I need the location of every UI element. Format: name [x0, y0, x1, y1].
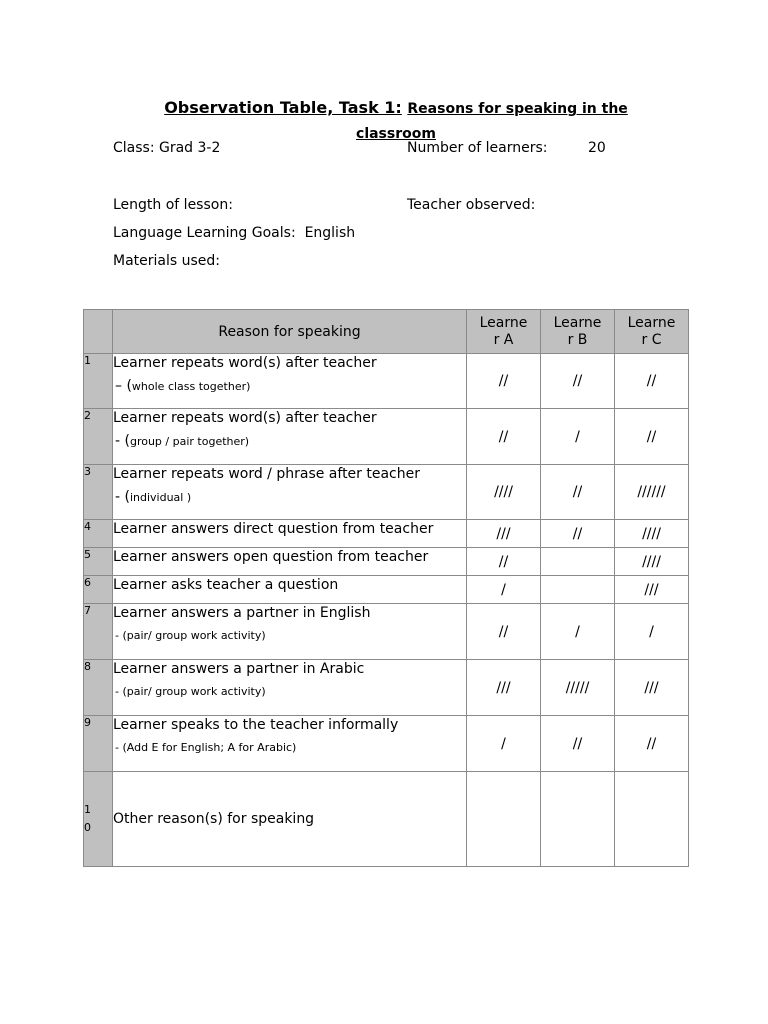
row-reason: [113, 716, 467, 772]
tally-learner-a: ////: [467, 465, 541, 520]
table-row: [84, 409, 689, 465]
observation-table: [83, 309, 689, 867]
table-row: [84, 716, 689, 772]
table-row: [84, 465, 689, 520]
row-number: 7: [84, 604, 113, 660]
table-row: [84, 772, 689, 867]
row-number: 4: [84, 520, 113, 548]
tally-learner-c: ///: [615, 576, 689, 604]
tally-learner-c: //: [615, 716, 689, 772]
row-reason: [113, 576, 467, 604]
row-number: 5: [84, 548, 113, 576]
learners-value: 20: [588, 140, 606, 156]
tally-learner-b: /: [541, 604, 615, 660]
tally-learner-b: [541, 548, 615, 576]
reason-text: Learner speaks to the teacher informally: [113, 717, 399, 733]
reason-subtext: - (pair/ group work activity): [115, 685, 266, 698]
table-row: [84, 520, 689, 548]
reason-subtext: - (pair/ group work activity): [115, 629, 266, 642]
tally-learner-c: [615, 772, 689, 867]
row-reason: [113, 409, 467, 465]
tally-learner-a: [467, 772, 541, 867]
tally-learner-c: /: [615, 604, 689, 660]
row-number: 1 0: [84, 772, 113, 867]
length-of-lesson-field: Length of lesson:: [113, 197, 233, 213]
tally-learner-b: //: [541, 354, 615, 409]
table-row: [84, 548, 689, 576]
row-reason: [113, 520, 467, 548]
teacher-observed-field: Teacher observed:: [407, 197, 536, 213]
reason-text: Learner asks teacher a question: [113, 577, 339, 593]
tally-learner-b: /: [541, 409, 615, 465]
row-reason: [113, 465, 467, 520]
row-reason: [113, 660, 467, 716]
table-row: [84, 660, 689, 716]
tally-learner-c: ///: [615, 660, 689, 716]
title-main: Observation Table, Task 1:: [164, 98, 402, 117]
document-title: [100, 96, 692, 146]
row-reason: [113, 354, 467, 409]
tally-learner-c: //: [615, 409, 689, 465]
tally-learner-a: /: [467, 716, 541, 772]
table-row: [84, 354, 689, 409]
tally-learner-a: //: [467, 548, 541, 576]
class-field: Class: Grad 3-2: [113, 140, 221, 156]
row-number: 3: [84, 465, 113, 520]
header-learner-a: Learne r A: [467, 310, 541, 354]
reason-text: Other reason(s) for speaking: [113, 811, 315, 827]
row-reason: [113, 604, 467, 660]
reason-subtext: - (group / pair together): [115, 433, 250, 449]
title-sub-line2: classroom: [356, 126, 436, 142]
tally-learner-b: [541, 576, 615, 604]
row-number: 6: [84, 576, 113, 604]
header-number-cell: [84, 310, 113, 354]
reason-text: Learner answers open question from teacher: [113, 549, 429, 565]
row-number: 8: [84, 660, 113, 716]
reason-subtext: – (whole class together): [115, 378, 251, 394]
table-row: [84, 604, 689, 660]
row-number: 2: [84, 409, 113, 465]
row-number: 1: [84, 354, 113, 409]
tally-learner-a: //: [467, 354, 541, 409]
tally-learner-b: //: [541, 716, 615, 772]
learners-label: Number of learners:: [407, 140, 548, 156]
materials-used-field: Materials used:: [113, 253, 221, 269]
reason-subtext: - (individual ): [115, 489, 192, 505]
row-number: 9: [84, 716, 113, 772]
header-reason: Reason for speaking: [113, 310, 467, 354]
reason-text: Learner answers a partner in English: [113, 605, 371, 621]
tally-learner-b: /////: [541, 660, 615, 716]
tally-learner-c: //////: [615, 465, 689, 520]
tally-learner-a: ///: [467, 520, 541, 548]
table-row: [84, 576, 689, 604]
tally-learner-b: //: [541, 465, 615, 520]
reason-subtext: - (Add E for English; A for Arabic): [115, 741, 297, 754]
reason-text: Learner repeats word(s) after teacher: [113, 410, 377, 426]
reason-text: Learner repeats word / phrase after teacher: [113, 466, 420, 482]
header-learner-b: Learne r B: [541, 310, 615, 354]
tally-learner-c: ////: [615, 548, 689, 576]
tally-learner-a: //: [467, 409, 541, 465]
header-learner-c: Learne r C: [615, 310, 689, 354]
row-reason: [113, 772, 467, 867]
tally-learner-b: [541, 772, 615, 867]
tally-learner-a: //: [467, 604, 541, 660]
tally-learner-a: /: [467, 576, 541, 604]
tally-learner-c: ////: [615, 520, 689, 548]
tally-learner-a: ///: [467, 660, 541, 716]
reason-text: Learner repeats word(s) after teacher: [113, 355, 377, 371]
table-header-row: [84, 310, 689, 354]
tally-learner-b: //: [541, 520, 615, 548]
reason-text: Learner answers direct question from teacher: [113, 521, 434, 537]
title-sub-line1: Reasons for speaking in the: [407, 101, 628, 117]
reason-text: Learner answers a partner in Arabic: [113, 661, 365, 677]
language-goals-field: Language Learning Goals: English: [113, 225, 356, 241]
tally-learner-c: //: [615, 354, 689, 409]
row-reason: [113, 548, 467, 576]
